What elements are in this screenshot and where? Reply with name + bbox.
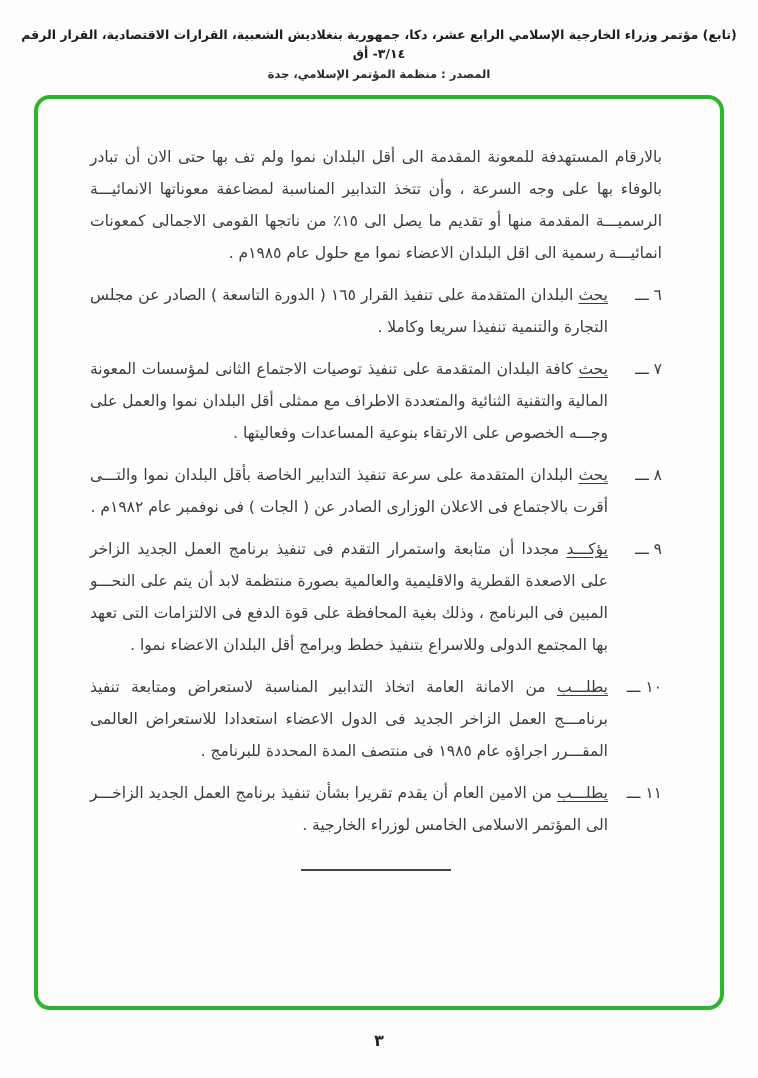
item-number: ٦ ـــ xyxy=(635,286,662,304)
item-number: ١٠ ـــ xyxy=(626,678,662,696)
page-number: ٣ xyxy=(374,1031,384,1050)
item-keyword: يؤكـــد xyxy=(566,540,608,558)
section-divider xyxy=(301,869,451,871)
item-text xyxy=(90,533,608,661)
item-keyword: يحث xyxy=(578,466,608,484)
item-body: مجددا أن متابعة واستمرار التقدم فى تنفيذ برنامج العمل الجديد الزاخر على الاصعدة القطرية والاقليمية والعالمية بصورة منتظمة لابد أن يتم على النحـــو المبين فى البرنامج ، وذلك بغية المحافظة على قوة الدفع فى الالتزامات التى تعهد بها المجتمع الدولى وللاسراع بتنفيذ خطط وبرامج أقل البلدان الاعضاء نموا . xyxy=(90,540,608,654)
item-body: كافة البلدان المتقدمة على تنفيذ توصيات الاجتماع الثانى لمؤسسات المعونة المالية والتقنية الثنائية والمتعددة الاطراف مع ممثلى أقل البلدان نموا والعمل على وجـــه الخصوص على الارتقاء بنوعية المساعدات وفعاليتها . xyxy=(90,360,608,442)
item-keyword: يطلـــب xyxy=(556,678,608,696)
resolution-item-11 xyxy=(90,777,662,841)
item-body: البلدان المتقدمة على سرعة تنفيذ التدابير الخاصة بأقل البلدان نموا والتـــى أقرت بالاجتماع فى الاعلان الوزارى الصادر عن ( الجات ) فى نوفمبر عام ١٩٨٢م . xyxy=(90,466,608,516)
document-body xyxy=(90,141,662,871)
item-body: البلدان المتقدمة على تنفيذ القرار ١٦٥ ( الدورة التاسعة ) الصادر عن مجلس التجارة والتنمية تنفيذا سريعا وكاملا . xyxy=(90,286,608,336)
resolution-item-9 xyxy=(90,533,662,661)
paragraph-intro: بالارقام المستهدفة للمعونة المقدمة الى أقل البلدان نموا ولم تف بها حتى الان أن تبادر بالوفاء بها على وجه السرعة ، وأن تتخذ التدابير المناسبة لمضاعفة معوناتها الانمائيـــة الرسميـــة المقدمة منها أو تقديم ما يصل الى ١٥٪ من ناتجها القومى الاجمالى كمعونات انمائيـــة رسمية الى اقل البلدان الاعضاء نموا مع حلول عام ١٩٨٥م . xyxy=(90,148,662,262)
item-text xyxy=(90,459,608,523)
content-frame xyxy=(34,95,724,1010)
item-number: ٧ ـــ xyxy=(635,360,662,378)
item-number: ٨ ـــ xyxy=(635,466,662,484)
header-title: (تابع) مؤتمر وزراء الخارجية الإسلامي الرابع عشر، دكا، جمهورية بنغلاديش الشعبية، القرارات الاقتصادية، القرار الرقم ٣/١٤- أق xyxy=(21,27,737,61)
item-keyword: يطلـــب xyxy=(556,784,608,802)
header-source: المصدر : منظمة المؤتمر الإسلامي، جدة xyxy=(267,66,491,81)
resolution-item-7 xyxy=(90,353,662,449)
item-number: ١١ ـــ xyxy=(626,784,662,802)
resolution-item-6 xyxy=(90,279,662,343)
item-body: من الامين العام أن يقدم تقريرا بشأن تنفيذ برنامج العمل الجديد الزاخـــر الى المؤتمر الاسلامى الخامس لوزراء الخارجية . xyxy=(90,784,608,834)
item-number: ٩ ـــ xyxy=(635,540,662,558)
resolution-item-8 xyxy=(90,459,662,523)
item-text xyxy=(90,671,608,767)
resolution-item-10 xyxy=(90,671,662,767)
item-text xyxy=(90,353,608,449)
item-text xyxy=(90,279,608,343)
item-body: من الامانة العامة اتخاذ التدابير المناسبة لاستعراض ومتابعة تنفيذ برنامـــج العمل الزاخر الجديد فى الدول الاعضاء استعدادا للاستعراض العالمى المقـــرر اجراؤه عام ١٩٨٥ فى منتصف المدة المحددة للبرنامج . xyxy=(90,678,608,760)
document-header xyxy=(0,0,758,81)
item-text xyxy=(90,777,608,841)
item-keyword: يحث xyxy=(578,286,608,304)
item-keyword: يحث xyxy=(578,360,608,378)
